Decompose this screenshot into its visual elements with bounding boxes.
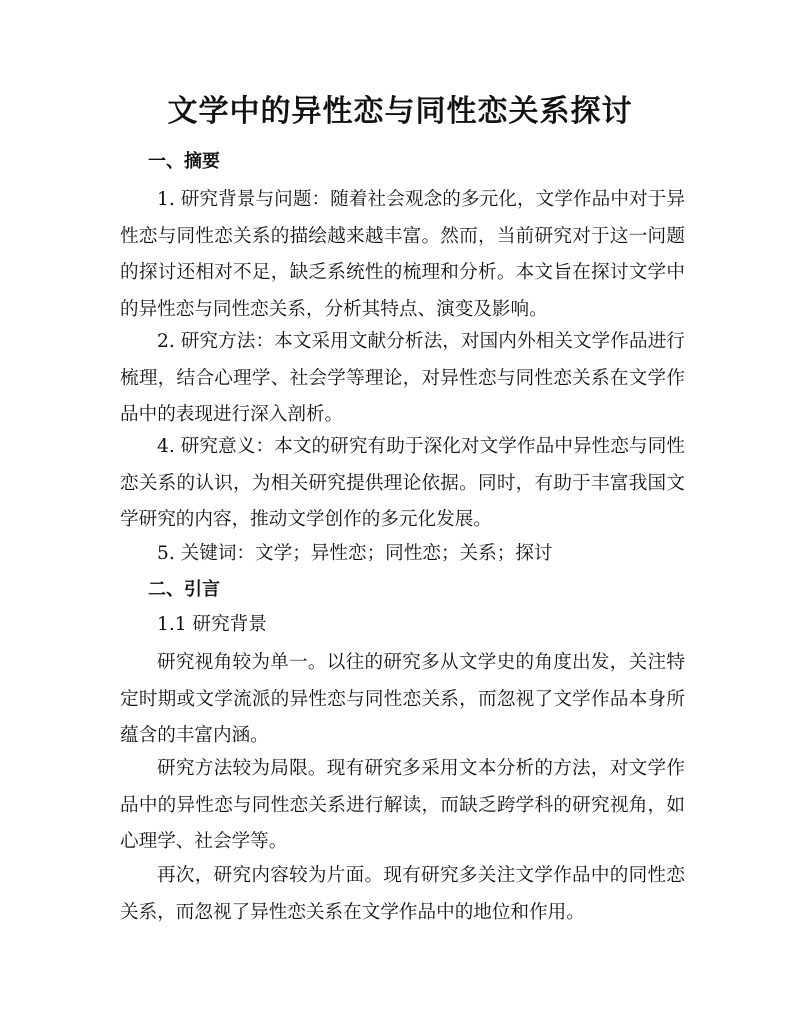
- abstract-paragraph-background: 1. 研究背景与问题：随着社会观念的多元化，文学作品中对于异性恋与同性恋关系的描绘越来越丰富。然而，当前研究对于这一问题的探讨还相对不足，缺乏系统性的梳理和分析。本文旨在探讨文学中的异性恋与同性恋关系，分析其特点、演变及影响。: [120, 189, 685, 320]
- intro-paragraph-methods: 研究方法较为局限。现有研究多采用文本分析的方法，对文学作品中的异性恋与同性恋关系进行解读，而缺乏跨学科的研究视角，如心理学、社会学等。: [120, 758, 685, 852]
- abstract-paragraph-keywords: 5. 关键词：文学；异性恋；同性恋；关系；探讨: [157, 543, 553, 564]
- abstract-paragraph-method: 2. 研究方法：本文采用文献分析法，对国内外相关文学作品进行梳理，结合心理学、社会学等理论，对异性恋与同性恋关系在文学作品中的表现进行深入剖析。: [120, 331, 685, 425]
- intro-paragraph-perspective: 研究视角较为单一。以往的研究多从文学史的角度出发，关注特定时期或文学流派的异性恋与同性恋关系，而忽视了文学作品本身所蕴含的丰富内涵。: [120, 652, 685, 746]
- subsection-heading-background: 1.1 研究背景: [157, 614, 267, 635]
- abstract-paragraph-significance: 4. 研究意义：本文的研究有助于深化对文学作品中异性恋与同性恋关系的认识，为相关研究提供理论依据。同时，有助于丰富我国文学研究的内容，推动文学创作的多元化发展。: [120, 436, 685, 530]
- section-heading-introduction: 二、引言: [148, 579, 220, 600]
- document-title: 文学中的异性恋与同性恋关系探讨: [167, 94, 633, 129]
- section-heading-abstract: 一、摘要: [148, 151, 220, 172]
- intro-paragraph-content: 再次，研究内容较为片面。现有研究多关注文学作品中的同性恋关系，而忽视了异性恋关系在文学作品中的地位和作用。: [120, 865, 685, 923]
